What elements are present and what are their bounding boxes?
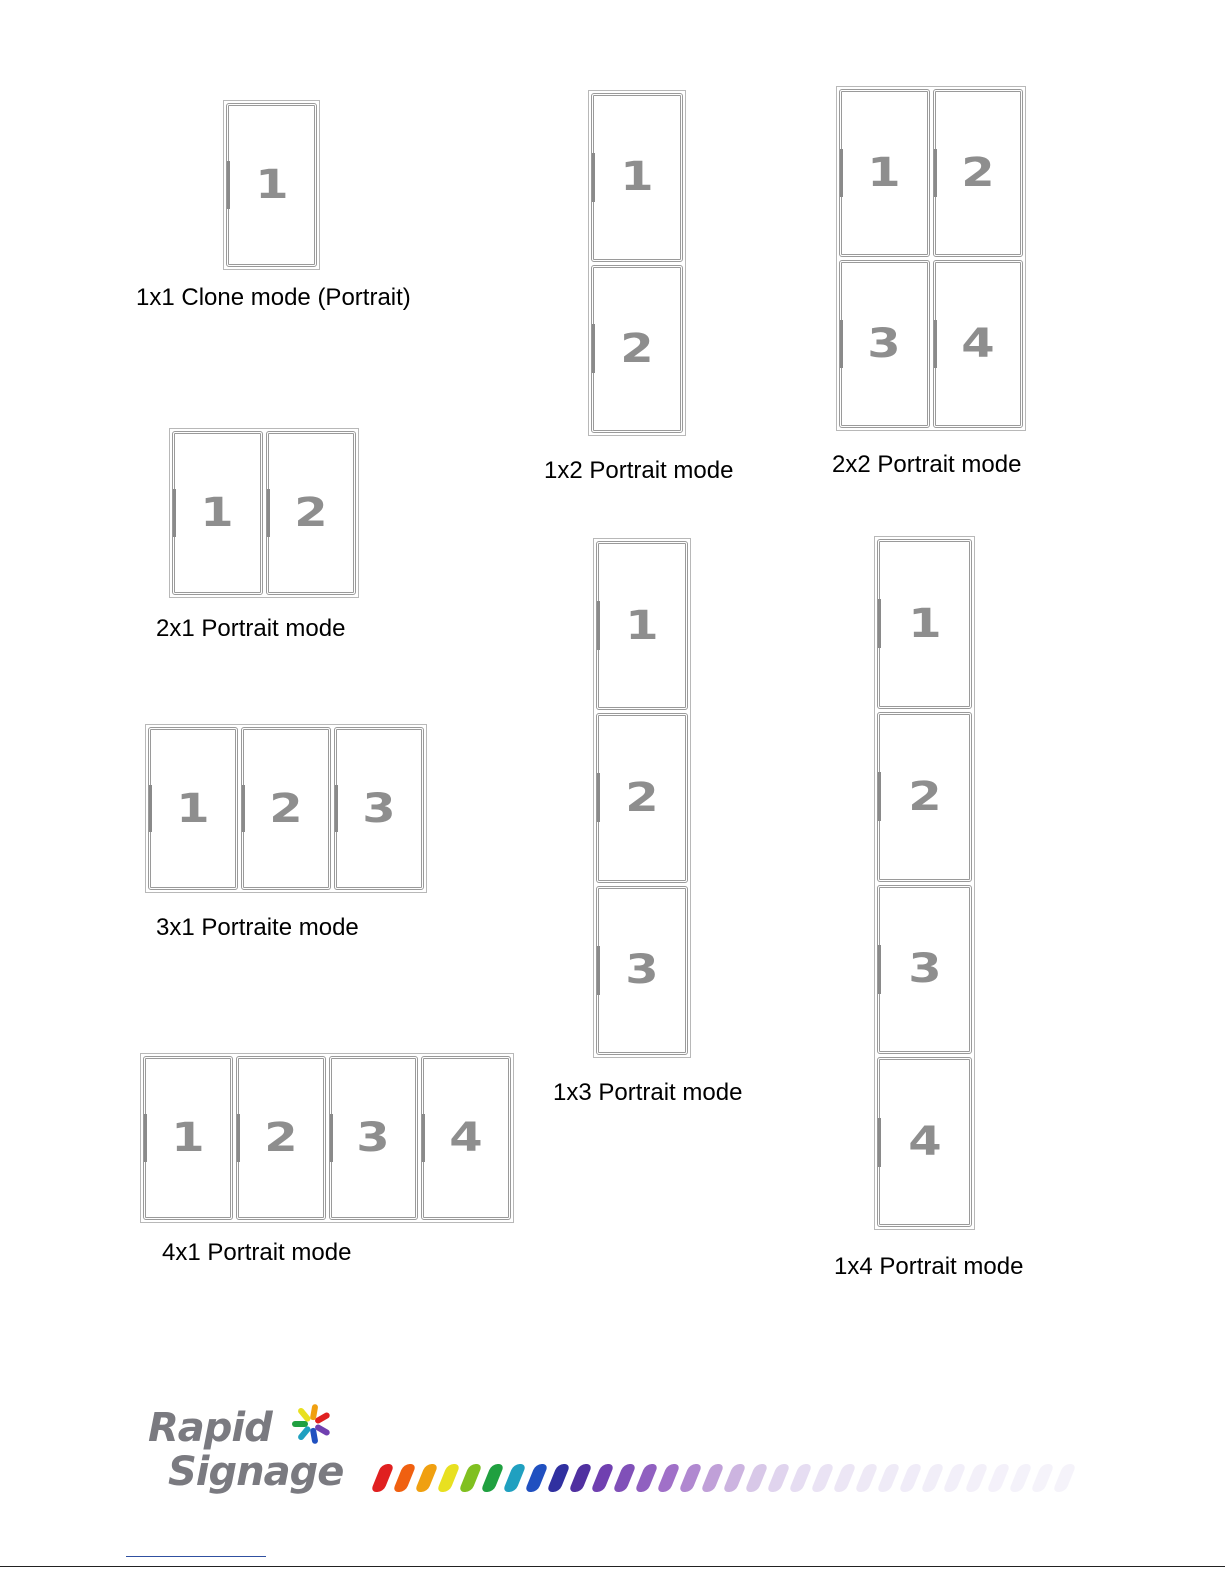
panel-2 [933,89,1024,257]
panel-number: 3 [867,321,901,367]
panel-number: 2 [907,773,942,820]
pinwheel-icon [284,1400,344,1450]
panel-number: 2 [620,325,654,372]
caption-4x1: 4x1 Portrait mode [162,1239,352,1266]
logo-stripe [700,1464,724,1492]
logo-stripe [810,1464,834,1492]
panel-2 [236,1056,326,1220]
logo-stripe [832,1464,856,1492]
logo-stripe [854,1464,878,1492]
panel-number: 2 [263,1115,298,1161]
logo-stripe [1008,1464,1032,1492]
layout-2x2 [836,86,1026,431]
panel-number: 2 [961,150,995,196]
page-bottom-rule [0,1566,1225,1567]
layout-1x2 [588,90,686,436]
panel-number: 1 [176,785,210,832]
logo-stripe [920,1464,944,1492]
panel-number: 3 [362,785,396,832]
logo-stripe [502,1464,526,1492]
logo-stripe [546,1464,570,1492]
panel-4 [933,260,1024,428]
logo-stripe [524,1464,548,1492]
logo-stripe [370,1464,394,1492]
caption-2x2: 2x2 Portrait mode [832,451,1022,478]
logo-stripe [414,1464,438,1492]
caption-1x3: 1x3 Portrait mode [553,1079,743,1106]
panel-3 [839,260,930,428]
logo-stripe [590,1464,614,1492]
panel-number: 3 [625,947,659,994]
logo-stripe [436,1464,460,1492]
logo-stripe [986,1464,1010,1492]
panel-number: 1 [867,150,901,196]
panel-2 [596,713,688,882]
layout-4x1 [140,1053,514,1223]
panel-number: 4 [907,1119,942,1166]
panel-number: 1 [254,162,289,208]
logo-stripe [788,1464,812,1492]
layout-3x1 [145,724,427,893]
panel-2 [241,727,331,890]
logo-stripe [480,1464,504,1492]
caption-1x2: 1x2 Portrait mode [544,457,734,484]
logo-stripe [568,1464,592,1492]
caption-3x1: 3x1 Portraite mode [156,914,359,941]
logo-stripe [1030,1464,1054,1492]
logo-stripe [964,1464,988,1492]
panel-number: 3 [907,946,942,993]
panel-4 [421,1056,511,1220]
panel-1 [596,541,688,710]
panel-number: 4 [449,1115,483,1161]
panel-1 [839,89,930,257]
panel-2 [591,265,683,434]
logo-stripe [876,1464,900,1492]
panel-1 [591,93,683,262]
logo-stripe [678,1464,702,1492]
panel-1 [877,539,972,709]
panel-number: 2 [625,774,659,821]
panel-3 [329,1056,419,1220]
logo-stripe [1052,1464,1076,1492]
panel-number: 2 [269,785,303,832]
panel-3 [877,885,972,1055]
panel-number: 1 [171,1115,205,1161]
panel-number: 1 [907,600,942,647]
footer-link-line [126,1556,266,1557]
panel-number: 1 [620,154,654,201]
logo-stripe [766,1464,790,1492]
panel-1 [226,103,317,267]
layout-1x1-clone [223,100,320,270]
layout-1x3 [593,538,691,1058]
panel-3 [596,886,688,1055]
logo-stripe [722,1464,746,1492]
panel-number: 2 [294,490,328,536]
panel-1 [148,727,238,890]
panel-number: 4 [961,321,995,367]
logo-stripe [634,1464,658,1492]
layout-2x1 [169,428,359,598]
logo-stripe [392,1464,416,1492]
caption-1x4: 1x4 Portrait mode [834,1253,1024,1280]
panel-number: 1 [625,602,659,649]
logo-stripe [458,1464,482,1492]
caption-1x1: 1x1 Clone mode (Portrait) [136,284,411,311]
logo-word-signage: Signage [168,1449,344,1495]
panel-2 [877,712,972,882]
panel-1 [172,431,263,595]
logo-stripe [656,1464,680,1492]
caption-2x1: 2x1 Portrait mode [156,615,346,642]
panel-1 [143,1056,233,1220]
panel-number: 3 [356,1115,391,1161]
logo-word-rapid: Rapid [148,1405,272,1451]
layout-1x4 [874,536,975,1230]
logo-stripe [744,1464,768,1492]
logo-stripe [898,1464,922,1492]
panel-3 [334,727,424,890]
panel-4 [877,1057,972,1227]
panel-number: 1 [200,490,234,536]
panel-2 [266,431,357,595]
logo-stripe [942,1464,966,1492]
logo-stripe [612,1464,636,1492]
